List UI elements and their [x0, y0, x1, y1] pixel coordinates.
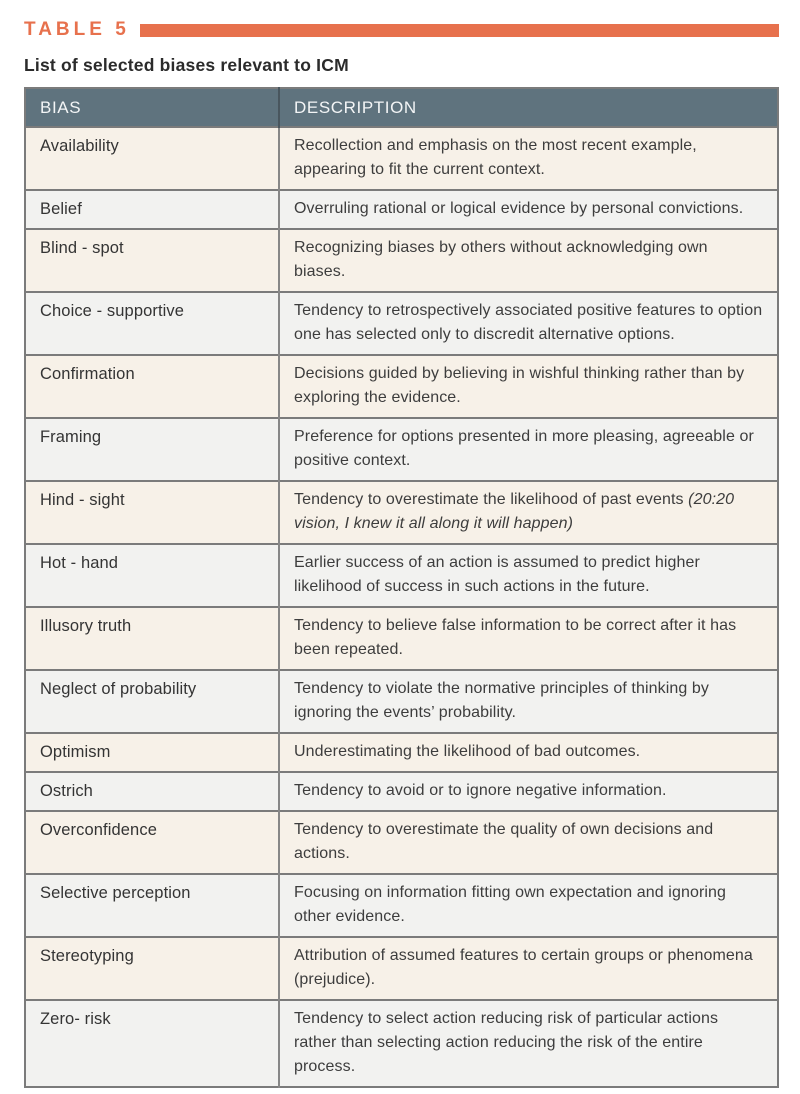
- table-row: [25, 292, 778, 355]
- bias-description-text: Underestimating the likelihood of bad outcomes.: [294, 743, 641, 760]
- bias-description-cell: [279, 355, 778, 418]
- bias-name-cell: Belief: [25, 190, 279, 229]
- bias-description-cell: [279, 772, 778, 811]
- bias-description-cell: [279, 874, 778, 937]
- table-row: [25, 355, 778, 418]
- bias-description-cell: [279, 607, 778, 670]
- bias-description-text: Earlier success of an action is assumed to predict higher likelihood of success in such actions in the future.: [294, 554, 700, 595]
- bias-description-text: Tendency to avoid or to ignore negative information.: [294, 782, 667, 799]
- bias-description-text: Tendency to overestimate the likelihood of past events: [294, 491, 689, 508]
- bias-description-text: Tendency to retrospectively associated positive features to option one has selected only to discredit alternative options.: [294, 302, 763, 343]
- table-row: [25, 481, 778, 544]
- bias-description-cell: [279, 127, 778, 190]
- bias-name-cell: Hot - hand: [25, 544, 279, 607]
- table-row: [25, 1000, 778, 1087]
- table-tag-label: TABLE 5: [24, 19, 130, 40]
- table-row: [25, 937, 778, 1000]
- accent-bar: [140, 24, 779, 37]
- table-row: [25, 544, 778, 607]
- bias-name-cell: Framing: [25, 418, 279, 481]
- bias-name-cell: Blind - spot: [25, 229, 279, 292]
- bias-description-text: Preference for options presented in more pleasing, agreeable or positive context.: [294, 428, 754, 469]
- bias-description-text: Overruling rational or logical evidence by personal convictions.: [294, 200, 744, 217]
- column-header-description: DESCRIPTION: [279, 88, 778, 127]
- table-row: [25, 418, 778, 481]
- table-row: [25, 229, 778, 292]
- bias-description-text: Decisions guided by believing in wishful thinking rather than by exploring the evidence.: [294, 365, 745, 406]
- table-row: [25, 190, 778, 229]
- bias-description-text: Recognizing biases by others without acknowledging own biases.: [294, 239, 708, 280]
- bias-description-text: Attribution of assumed features to certain groups or phenomena (prejudice).: [294, 947, 753, 988]
- table-row: [25, 772, 778, 811]
- bias-name-cell: Hind - sight: [25, 481, 279, 544]
- column-header-bias: BIAS: [25, 88, 279, 127]
- bias-description-cell: [279, 937, 778, 1000]
- table-row: [25, 874, 778, 937]
- header-row: [25, 88, 778, 127]
- bias-name-cell: Optimism: [25, 733, 279, 772]
- bias-name-cell: Ostrich: [25, 772, 279, 811]
- table-row: [25, 127, 778, 190]
- bias-description-cell: [279, 481, 778, 544]
- bias-description-cell: [279, 1000, 778, 1087]
- bias-description-text: Tendency to overestimate the quality of own decisions and actions.: [294, 821, 714, 862]
- table-row: [25, 811, 778, 874]
- bias-description-cell: [279, 418, 778, 481]
- bias-description-cell: [279, 292, 778, 355]
- table-body: [25, 127, 778, 1087]
- bias-name-cell: Illusory truth: [25, 607, 279, 670]
- table-caption: List of selected biases relevant to ICM: [24, 55, 349, 75]
- bias-description-text: Tendency to believe false information to be correct after it has been repeated.: [294, 617, 737, 658]
- table-tag-row: [24, 20, 779, 39]
- bias-description-cell: [279, 670, 778, 733]
- table-row: [25, 607, 778, 670]
- bias-description-cell: [279, 544, 778, 607]
- bias-description-text: Tendency to select action reducing risk of particular actions rather than selecting action reducing the risk of the entire process.: [294, 1010, 719, 1075]
- table-row: [25, 733, 778, 772]
- bias-description-cell: [279, 229, 778, 292]
- table-row: [25, 670, 778, 733]
- bias-name-cell: Zero- risk: [25, 1000, 279, 1087]
- bias-description-cell: [279, 190, 778, 229]
- bias-name-cell: Availability: [25, 127, 279, 190]
- bias-description-text: Recollection and emphasis on the most recent example, appearing to fit the current context.: [294, 137, 697, 178]
- bias-description-italic-note: (20:20 vision, I knew it all along it will happen): [294, 491, 735, 532]
- bias-name-cell: Confirmation: [25, 355, 279, 418]
- table-header: [25, 88, 778, 127]
- bias-name-cell: Overconfidence: [25, 811, 279, 874]
- biases-table: [24, 87, 779, 1088]
- bias-name-cell: Choice - supportive: [25, 292, 279, 355]
- bias-description-text: Tendency to violate the normative principles of thinking by ignoring the events’ probability.: [294, 680, 710, 721]
- bias-name-cell: Neglect of probability: [25, 670, 279, 733]
- bias-name-cell: Selective perception: [25, 874, 279, 937]
- bias-name-cell: Stereotyping: [25, 937, 279, 1000]
- bias-description-text: Focusing on information fitting own expectation and ignoring other evidence.: [294, 884, 727, 925]
- bias-description-cell: [279, 811, 778, 874]
- bias-description-cell: [279, 733, 778, 772]
